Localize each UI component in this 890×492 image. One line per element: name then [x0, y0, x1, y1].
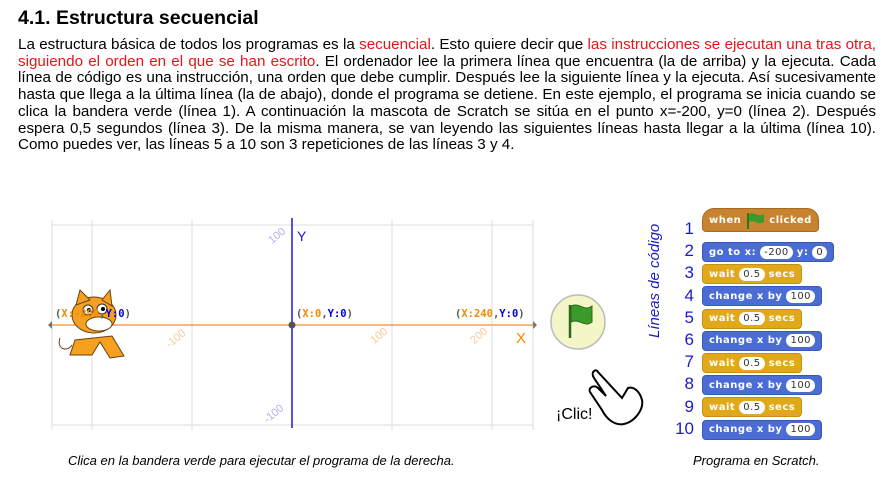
highlight-secuencial: secuencial — [359, 36, 431, 53]
tick-y-100: 100 — [266, 225, 289, 247]
block-when-flag-clicked[interactable]: when clicked — [702, 208, 819, 232]
coord-label-start: (X:-200,Y:0) — [55, 308, 131, 320]
line-number: 5 — [684, 307, 694, 327]
line-number: 8 — [684, 374, 694, 394]
scratch-cat-sprite — [59, 290, 124, 358]
stage-caption: Clica en la bandera verde para ejecutar el programa de la derecha. — [68, 453, 455, 468]
block-change-x[interactable]: change x by 100 — [702, 420, 822, 440]
line-number: 2 — [684, 241, 694, 261]
block-change-x[interactable]: change x by 100 — [702, 331, 822, 351]
block-wait[interactable]: wait 0.5 secs — [702, 309, 802, 329]
coord-label-origin: (X:0,Y:0) — [296, 308, 353, 320]
line-number: 3 — [684, 263, 694, 283]
tick-x-100: 100 — [368, 325, 391, 347]
block-change-x[interactable]: change x by 100 — [702, 286, 822, 306]
block-wait[interactable]: wait 0.5 secs — [702, 397, 802, 417]
green-flag-icon — [745, 211, 765, 229]
line-number: 1 — [684, 219, 694, 238]
block-wait[interactable]: wait 0.5 secs — [702, 353, 802, 373]
line-number: 9 — [684, 396, 694, 416]
block-wait[interactable]: wait 0.5 secs — [702, 264, 802, 284]
line-number: 10 — [675, 418, 694, 438]
text: . El ordenador lee la primera línea que encuentra (la de arriba) y la ejecuta. Cada línea de código es una instrucción, una orden que debe cumplir. Después lee la siguiente línea y la ejecuta. Así sucesivamente hasta que llega a la última línea (la de abajo), donde el programa se detiene. En este ejemplo, el programa se inicia cuando se clica la bandera verde (línea 1). A continuación la mascota de Scratch se sitúa en el punto x=-200, y=0 (línea 2). Después espera 0,5 segundos (línea 3). De la misma manera, se van leyendo las siguientes líneas hasta llegar a la última (línea 10). Como puedes ver, las líneas 5 a 10 son 3 repeticiones de las líneas 3 y 4. — [18, 52, 877, 154]
tick-y-neg100: -100 — [261, 402, 287, 426]
line-number: 4 — [684, 285, 694, 305]
line-number: 7 — [684, 352, 694, 372]
tick-x-200: 200 — [468, 325, 491, 347]
text: . Esto quiere decir que — [430, 36, 588, 53]
line-number: 6 — [684, 330, 694, 349]
coord-label-end: (X:240,Y:0) — [455, 308, 525, 320]
text: La estructura básica de todos los programas es la — [18, 36, 360, 53]
hand-pointer-icon — [590, 370, 643, 424]
tick-x-neg100: -100 — [163, 327, 189, 351]
block-change-x[interactable]: change x by 100 — [702, 375, 822, 395]
block-go-to-xy[interactable]: go to x: -200 y: 0 — [702, 242, 834, 262]
section-title: 4.1. Estructura secuencial — [18, 7, 259, 29]
code-lines-label: Líneas de código — [646, 223, 663, 338]
flag-button — [551, 295, 605, 349]
x-axis-label: X — [516, 330, 527, 347]
click-label: ¡Clic! — [556, 406, 593, 423]
highlight-instrucciones: las instrucciones se ejecutan una tras otra, siguiendo el orden en el que se han escrito — [18, 36, 876, 70]
y-axis-label: Y — [297, 228, 307, 244]
program-caption: Programa en Scratch. — [693, 453, 820, 468]
